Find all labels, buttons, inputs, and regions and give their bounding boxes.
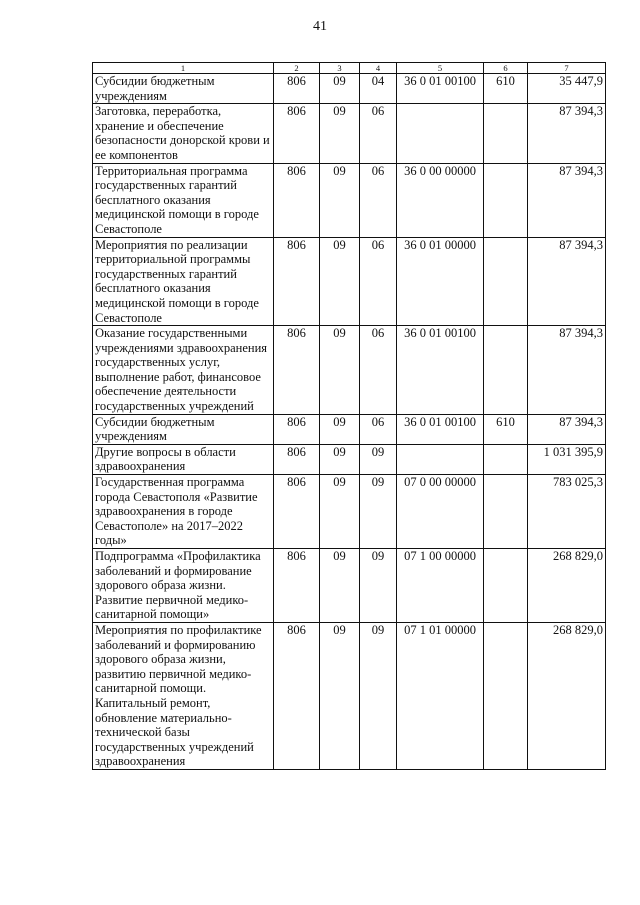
table-row bbox=[93, 475, 606, 549]
header-col-5: 5 bbox=[397, 63, 484, 74]
row-sum: 87 394,3 bbox=[528, 163, 606, 237]
row-name: Субсидии бюджетным учреждениям bbox=[93, 74, 274, 104]
row-target-article: 07 1 01 00000 bbox=[397, 622, 484, 769]
row-name: Территориальная программа государственных гарантий бесплатного оказания медицинской помощи в городе Севастополе bbox=[93, 163, 274, 237]
row-section: 09 bbox=[320, 622, 360, 769]
row-gr-code: 806 bbox=[274, 414, 320, 444]
row-expense-type bbox=[484, 104, 528, 163]
header-col-3: 3 bbox=[320, 63, 360, 74]
row-name: Заготовка, переработка, хранение и обеспечение безопасности донорской крови и ее компонентов bbox=[93, 104, 274, 163]
row-name: Мероприятия по реализации территориальной программы государственных гарантий бесплатного оказания медицинской помощи в городе Севастополе bbox=[93, 237, 274, 326]
row-section: 09 bbox=[320, 326, 360, 415]
row-name: Государственная программа города Севастополя «Развитие здравоохранения в городе Севастополе» на 2017–2022 годы» bbox=[93, 475, 274, 549]
table-row bbox=[93, 74, 606, 104]
row-expense-type bbox=[484, 475, 528, 549]
row-gr-code: 806 bbox=[274, 326, 320, 415]
row-gr-code: 806 bbox=[274, 163, 320, 237]
row-target-article bbox=[397, 444, 484, 474]
row-expense-type bbox=[484, 163, 528, 237]
row-sum: 268 829,0 bbox=[528, 622, 606, 769]
table-row bbox=[93, 104, 606, 163]
row-subsection: 09 bbox=[360, 549, 397, 623]
row-expense-type bbox=[484, 444, 528, 474]
row-subsection: 06 bbox=[360, 104, 397, 163]
table-row bbox=[93, 163, 606, 237]
row-sum: 268 829,0 bbox=[528, 549, 606, 623]
row-subsection: 06 bbox=[360, 326, 397, 415]
row-expense-type: 610 bbox=[484, 74, 528, 104]
row-target-article bbox=[397, 104, 484, 163]
row-section: 09 bbox=[320, 74, 360, 104]
row-target-article: 36 0 00 00000 bbox=[397, 163, 484, 237]
header-col-7: 7 bbox=[528, 63, 606, 74]
row-subsection: 06 bbox=[360, 163, 397, 237]
row-target-article: 07 1 00 00000 bbox=[397, 549, 484, 623]
header-col-6: 6 bbox=[484, 63, 528, 74]
table-row bbox=[93, 326, 606, 415]
row-name: Подпрограмма «Профилактика заболеваний и формирование здорового образа жизни. Развитие первичной медико-санитарной помощи» bbox=[93, 549, 274, 623]
row-subsection: 04 bbox=[360, 74, 397, 104]
row-gr-code: 806 bbox=[274, 104, 320, 163]
row-gr-code: 806 bbox=[274, 475, 320, 549]
row-name: Субсидии бюджетным учреждениям bbox=[93, 414, 274, 444]
row-sum: 1 031 395,9 bbox=[528, 444, 606, 474]
row-name: Мероприятия по профилактике заболеваний и формированию здорового образа жизни, развитию первичной медико-санитарной помощи. Капитальный ремонт, обновление материально-технической базы государственных учреждений здравоохранения bbox=[93, 622, 274, 769]
row-gr-code: 806 bbox=[274, 622, 320, 769]
row-gr-code: 806 bbox=[274, 549, 320, 623]
table-row bbox=[93, 444, 606, 474]
row-sum: 35 447,9 bbox=[528, 74, 606, 104]
row-section: 09 bbox=[320, 237, 360, 326]
row-subsection: 09 bbox=[360, 444, 397, 474]
row-subsection: 06 bbox=[360, 237, 397, 326]
row-target-article: 07 0 00 00000 bbox=[397, 475, 484, 549]
page-number: 41 bbox=[313, 19, 327, 34]
row-subsection: 09 bbox=[360, 622, 397, 769]
row-gr-code: 806 bbox=[274, 74, 320, 104]
row-section: 09 bbox=[320, 104, 360, 163]
row-expense-type bbox=[484, 237, 528, 326]
row-name: Оказание государственными учреждениями здравоохранения государственных услуг, выполнение работ, финансовое обеспечение деятельности государственных учреждений bbox=[93, 326, 274, 415]
row-section: 09 bbox=[320, 163, 360, 237]
header-col-1: 1 bbox=[93, 63, 274, 74]
row-expense-type: 610 bbox=[484, 414, 528, 444]
row-subsection: 09 bbox=[360, 475, 397, 549]
row-section: 09 bbox=[320, 444, 360, 474]
row-subsection: 06 bbox=[360, 414, 397, 444]
budget-table bbox=[92, 62, 606, 770]
row-sum: 783 025,3 bbox=[528, 475, 606, 549]
row-gr-code: 806 bbox=[274, 237, 320, 326]
row-sum: 87 394,3 bbox=[528, 326, 606, 415]
table-row bbox=[93, 622, 606, 769]
row-expense-type bbox=[484, 326, 528, 415]
table-row bbox=[93, 414, 606, 444]
table-row bbox=[93, 549, 606, 623]
table-row bbox=[93, 237, 606, 326]
row-expense-type bbox=[484, 622, 528, 769]
row-sum: 87 394,3 bbox=[528, 104, 606, 163]
header-col-4: 4 bbox=[360, 63, 397, 74]
header-col-2: 2 bbox=[274, 63, 320, 74]
row-expense-type bbox=[484, 549, 528, 623]
row-section: 09 bbox=[320, 475, 360, 549]
row-target-article: 36 0 01 00100 bbox=[397, 74, 484, 104]
row-section: 09 bbox=[320, 414, 360, 444]
row-target-article: 36 0 01 00100 bbox=[397, 326, 484, 415]
row-sum: 87 394,3 bbox=[528, 414, 606, 444]
header-row bbox=[93, 63, 606, 74]
row-sum: 87 394,3 bbox=[528, 237, 606, 326]
row-target-article: 36 0 01 00000 bbox=[397, 237, 484, 326]
row-target-article: 36 0 01 00100 bbox=[397, 414, 484, 444]
row-name: Другие вопросы в области здравоохранения bbox=[93, 444, 274, 474]
row-section: 09 bbox=[320, 549, 360, 623]
row-gr-code: 806 bbox=[274, 444, 320, 474]
